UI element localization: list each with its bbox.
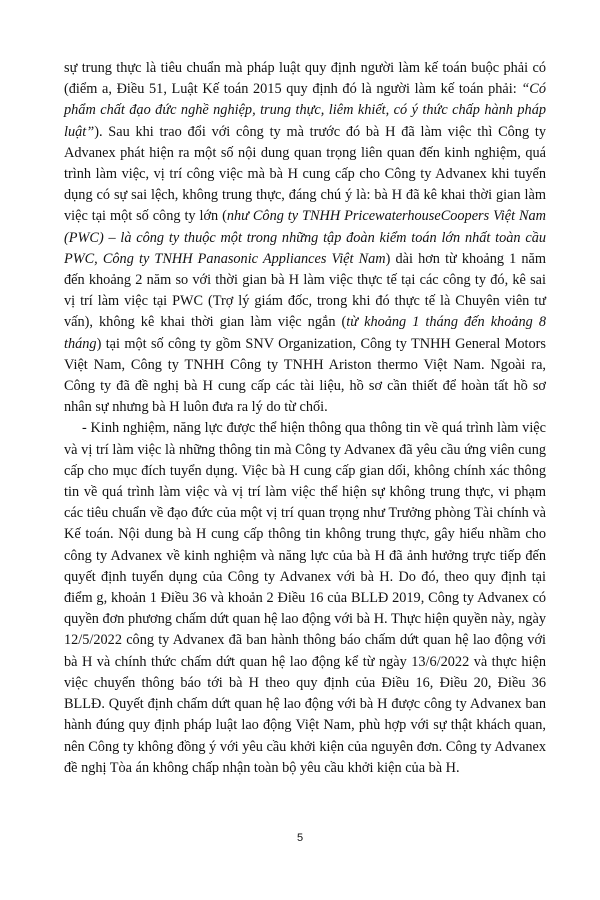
paragraph-1-segment: ) dài hơn từ khoảng 1 năm đến khoảng 2 năm so với thời gian bà H làm việc thực tế tại các công ty đó, kê sai vị trí làm việc tại PWC (Trợ lý giám đốc, trong khi đó thực tế là Chuyên viên tư vấn), không kê khai thời gian làm việc ngắn ( [64,250,546,331]
paragraph-1-segment: sự trung thực là tiêu chuẩn mà pháp luật quy định người làm kế toán buộc phải có (điểm a, Điều 51, Luật Kế toán 2015 quy định đó là người làm kế toán phải: [64,60,546,98]
paragraph-2: - Kinh nghiệm, năng lực được thể hiện thông qua thông tin về quá trình làm việc và vị trí làm việc là những thông tin mà Công ty Advanex đã yêu cầu ứng viên cung cấp cho mục đích tuyển dụng. Việc bà H cung cấp gian dối, không chính xác thông tin về quá trình làm việc và vị trí làm việc thể hiện sự không trung thực, vi phạm các tiêu chuẩn về đạo đức của một vị trí quan trọng như Trưởng phòng Tài chính và Kế toán. Nội dung bà H cung cấp thông tin không trung thực, gây hiểu nhầm cho công ty Advanex về kinh nghiệm và năng lực của bà H đã ảnh hưởng trực tiếp đến quyết định tuyển dụng của Công ty Advanex với bà H. Do đó, theo quy định tại điểm g, khoản 1 Điều 36 và khoản 2 Điều 16 của BLLĐ 2019, Công ty Advanex có quyền đơn phương chấm dứt quan hệ lao động với bà H. Thực hiện quyền này, ngày 12/5/2022 công ty Advanex đã ban hành thông báo chấm dứt quan hệ lao động với bà H và chính thức chấm dứt quan hệ lao động kể từ ngày 13/6/2022 và thực hiện việc chuyển thông báo tới bà H theo quy định của Điều 16, Điều 20, Điều 36 BLLĐ. Quyết định chấm dứt quan hệ lao động với bà H được công ty Advanex ban hành đúng quy định pháp luật lao động Việt Nam, phù hợp với sự thật khách quan, nên Công ty không đồng ý với yêu cầu khởi kiện của nguyên đơn. Công ty Advanex đề nghị Tòa án không chấp nhận toàn bộ yêu cầu khởi kiện của bà H. [64,420,546,776]
paragraph-1-quote: “Có phẩm chất đạo đức nghề nghiệp, trung thực, liêm khiết, có ý thức chấp hành pháp luật” [64,81,546,140]
paragraph-1-segment: ). Sau khi trao đổi với công ty mà trước đó bà H đã làm việc thì Công ty Advanex phát hiện ra một số nội dung quan trọng liên quan đến kinh nghiệm, quá trình làm việc, vị trí công việc mà bà H cung cấp cho Công ty Advanex khi tuyển dụng có sự sai lệch, không trung thực, đáng chú ý là: bà H đã kê khai thời gian làm việc tại một số công ty lớn ( [64,123,546,225]
paragraph-1 [64,58,546,418]
paragraph-1-segment: ) tại một số công ty gồm SNV Organization, Công ty TNHH General Motors Việt Nam, Công ty TNHH Công ty TNHH Ariston thermo Việt Nam. Ngoài ra, Công ty đã đề nghị bà H cung cấp các tài liệu, hồ sơ cần thiết để hoàn tất hồ sơ nhân sự nhưng bà H luôn đưa ra lý do từ chối. [64,335,546,416]
paragraph-1-duration: từ khoảng 1 tháng đến khoảng 8 tháng [64,314,546,352]
paragraph-1-company-list: như Công ty TNHH PricewaterhouseCoopers Việt Nam (PWC) – là công ty thuộc một trong những tập đoàn kiểm toán lớn nhất toàn cầu PWC, Công ty TNHH Panasonic Appliances Việt Nam [64,208,546,267]
document-body [64,58,546,779]
page-number: 5 [296,832,304,844]
